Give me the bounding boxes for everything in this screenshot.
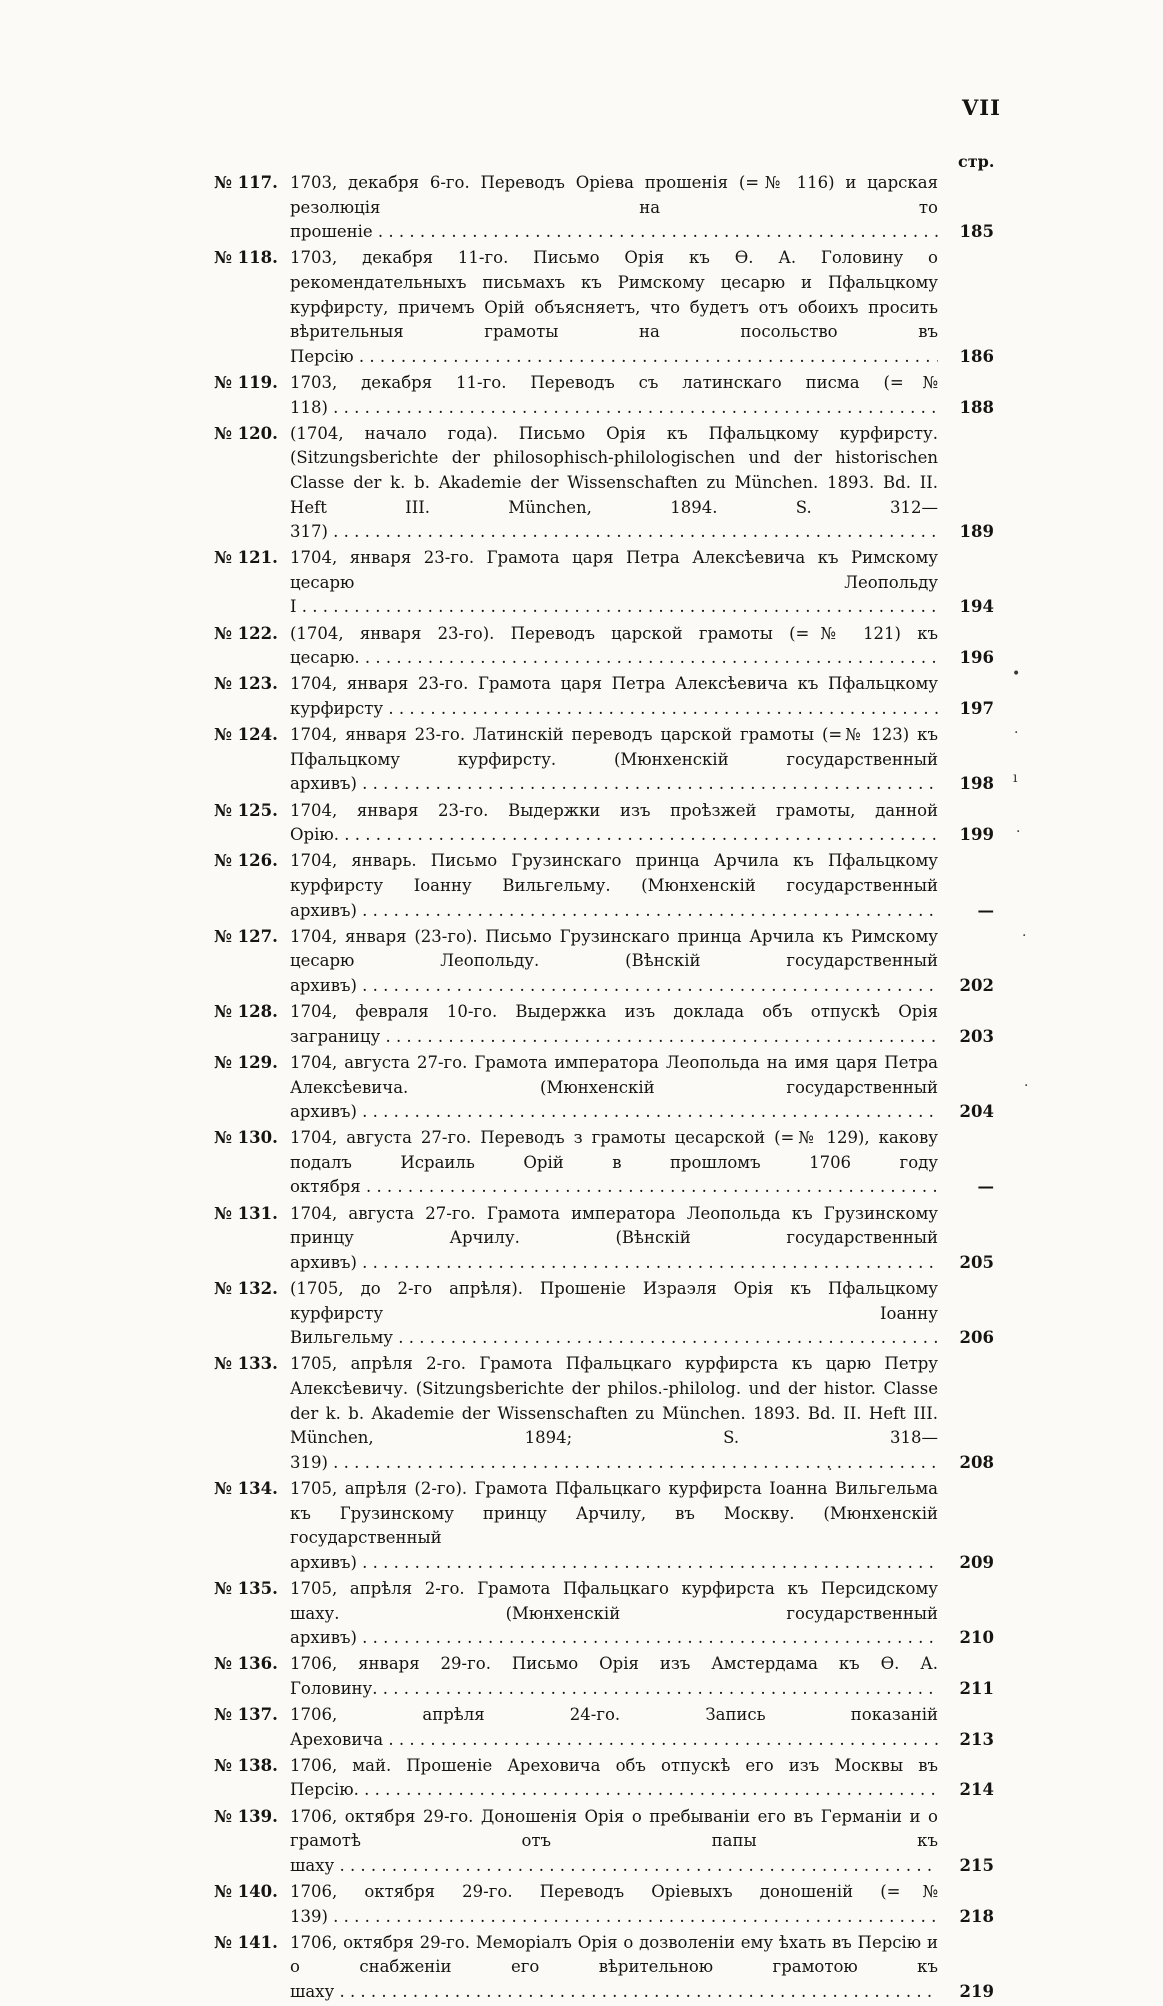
entry-number: № 137.: [214, 1705, 278, 1725]
entry-page-number: —: [938, 899, 994, 924]
entry-description: (1705, до 2-го апрѣля). Прошеніе Израэля Орія къ Пфальцкому курфирсту Іоанну Вильгельму . . .: [290, 1277, 938, 1351]
entry-number: № 141.: [214, 1932, 278, 1952]
entry-page-number: 189: [938, 520, 994, 545]
toc-entry: [214, 925, 1004, 999]
entry-description: 1704, января 23-го. Латинскій переводъ царской грамоты (=№ 123) къ Пфальцкому курфирсту. (Мюнхенскій государственный архивъ) . . .: [290, 723, 938, 797]
entry-page-number: 214: [938, 1778, 994, 1803]
toc-entry: [214, 799, 1004, 848]
entry-description: 1703, декабря 11-го. Переводъ съ латинскаго писма (=№ 118) . . .: [290, 371, 938, 420]
toc-entry: [214, 246, 1004, 369]
margin-speck: •: [1012, 666, 1021, 682]
toc-entry: [214, 849, 1004, 923]
entry-number: № 136.: [214, 1654, 278, 1674]
toc-entry: [214, 1000, 1004, 1049]
margin-speck: ı: [1013, 770, 1018, 786]
toc-entry: [214, 1352, 1004, 1475]
entry-page-number: 203: [938, 1025, 994, 1050]
toc-entry: [214, 723, 1004, 797]
toc-entry: [214, 422, 1004, 545]
entry-description: 1706, октября 29-го. Переводъ Оріевыхъ доношеній (=№ 139) . . .: [290, 1880, 938, 1929]
toc-entry: [214, 1931, 1004, 2005]
entry-number: № 140.: [214, 1882, 278, 1902]
entry-number: № 132.: [214, 1279, 278, 1299]
toc-entry: [214, 371, 1004, 420]
entry-description: 1705, апрѣля 2-го. Грамота Пфальцкаго курфирста къ царю Петру Алексѣевичу. (Sitzungsberichte der philos.-philolog. und der histor. Classe der k. b. Akademie der Wissenschaften zu München. 1893. Bd. II. Heft III. München, 1894; S. 318—319) . . .: [290, 1352, 938, 1475]
entry-description: 1706, октября 29-го. Меморіалъ Орія о дозволеніи ему ѣхать въ Персію и о снабженіи его вѣрительною грамотою къ шаху . . .: [290, 1931, 938, 2005]
entry-page-number: 213: [938, 1728, 994, 1753]
entry-number: № 121.: [214, 548, 278, 568]
entry-number: № 122.: [214, 623, 278, 643]
entry-page-number: 198: [938, 772, 994, 797]
entry-number: № 135.: [214, 1578, 278, 1598]
entry-number: № 117.: [214, 173, 278, 192]
entry-page-number: 202: [938, 974, 994, 999]
table-of-contents: [214, 171, 1004, 2006]
entry-number: № 139.: [214, 1806, 278, 1826]
entry-number: № 131.: [214, 1203, 278, 1223]
entry-description: 1704, января (23-го). Письмо Грузинскаго принца Арчила къ Римскому цесарю Леопольду. (Вѣнскій государственный архивъ) . . .: [290, 925, 938, 999]
entry-number: № 129.: [214, 1052, 278, 1072]
toc-entry: [214, 1805, 1004, 1879]
entry-description: 1704, августа 27-го. Переводъ з грамоты цесарской (=№ 129), какову подалъ Исраиль Орій в прошломъ 1706 году октября . . .: [290, 1126, 938, 1200]
entry-number: № 124.: [214, 725, 278, 745]
toc-entry: [214, 1477, 1004, 1575]
entry-description: 1704, августа 27-го. Грамота императора Леопольда къ Грузинскому принцу Арчилу. (Вѣнскій государственный архивъ) . . .: [290, 1202, 938, 1276]
entry-description: 1704, февраля 10-го. Выдержка изъ доклада объ отпускѣ Орія заграницу . . .: [290, 1000, 938, 1049]
entry-number: № 133.: [214, 1354, 278, 1374]
entry-number: № 120.: [214, 423, 278, 443]
entry-description: 1706, апрѣля 24-го. Запись показаній Ареховича . . .: [290, 1703, 938, 1752]
entry-description: (1704, начало года). Письмо Орія къ Пфальцкому курфирсту. (Sitzungsberichte der philosophisch-philologischen und der historischen Classe der k. b. Akademie der Wissenschaften zu München. 1893. Bd. II. Heft III. München, 1894. S. 312—317) . . .: [290, 422, 938, 545]
entry-page-number: 204: [938, 1100, 994, 1125]
entry-number: № 126.: [214, 851, 278, 871]
margin-speck: ·: [828, 1462, 833, 1478]
entry-page-number: 209: [938, 1551, 994, 1576]
entry-number: № 123.: [214, 674, 278, 694]
toc-entry: [214, 1202, 1004, 1276]
entry-description: (1704, января 23-го). Переводъ царской грамоты (=№ 121) къ цесарю. . . .: [290, 622, 938, 671]
entry-description: 1704, января 23-го. Выдержки изъ проѣзжей грамоты, данной Орію. . . .: [290, 799, 938, 848]
entry-page-number: 185: [938, 220, 994, 245]
margin-speck: ·: [1022, 928, 1027, 944]
entry-description: 1703, декабря 6-го. Переводъ Оріева прошенія (=№ 116) и царская резолюція на то прошеніе . . .: [290, 171, 938, 245]
entry-page-number: 186: [938, 345, 994, 370]
entry-description: 1704, января 23-го. Грамота царя Петра Алексѣевича къ Пфальцкому курфирсту . . .: [290, 672, 938, 721]
entry-page-number: 215: [938, 1854, 994, 1879]
entry-page-number: 206: [938, 1326, 994, 1351]
toc-entry: [214, 1703, 1004, 1752]
entry-page-number: 197: [938, 697, 994, 722]
toc-entry: [214, 1577, 1004, 1651]
entry-page-number: 218: [938, 1905, 994, 1930]
entry-page-number: 211: [938, 1677, 994, 1702]
page-column-header: стр.: [958, 152, 995, 171]
entry-number: № 125.: [214, 800, 278, 820]
entry-number: № 134.: [214, 1478, 278, 1498]
toc-entry: [214, 1126, 1004, 1200]
entry-page-number: 196: [938, 646, 994, 671]
entry-number: № 130.: [214, 1128, 278, 1148]
toc-entry: [214, 1652, 1004, 1701]
entry-number: № 119.: [214, 372, 278, 392]
entry-number: № 127.: [214, 926, 278, 946]
toc-entry: [214, 1880, 1004, 1929]
entry-description: 1705, апрѣля 2-го. Грамота Пфальцкаго курфирста къ Персидскому шаху. (Мюнхенскій государственный архивъ) . . .: [290, 1577, 938, 1651]
toc-entry: [214, 622, 1004, 671]
entry-number: № 118.: [214, 248, 278, 268]
entry-number: № 138.: [214, 1755, 278, 1775]
entry-description: 1706, января 29-го. Письмо Орія изъ Амстердама къ Ѳ. А. Головину. . . .: [290, 1652, 938, 1701]
toc-entry: [214, 1051, 1004, 1125]
toc-entry: [214, 171, 1004, 245]
entry-description: 1706, октября 29-го. Доношенія Орія о пребываніи его въ Германіи и о грамотѣ отъ папы къ шаху . . .: [290, 1805, 938, 1879]
entry-page-number: 208: [938, 1451, 994, 1476]
margin-speck: ·: [1016, 824, 1021, 840]
entry-number: № 128.: [214, 1002, 278, 1022]
entry-description: 1704, январь. Письмо Грузинскаго принца Арчила къ Пфальцкому курфирсту Іоанну Вильгельму. (Мюнхенскій государственный архивъ) . . .: [290, 849, 938, 923]
toc-entry: [214, 546, 1004, 620]
margin-speck: ·: [1024, 1078, 1029, 1094]
entry-description: 1704, января 23-го. Грамота царя Петра Алексѣевича къ Римскому цесарю Леопольду I . . .: [290, 546, 938, 620]
entry-page-number: 210: [938, 1626, 994, 1651]
entry-description: 1703, декабря 11-го. Письмо Орія къ Ѳ. А. Головину о рекомендательныхъ письмахъ къ Римскому цесарю и Пфальцкому курфирсту, причемъ Орій объясняетъ, что будетъ отъ обоихъ просить вѣрительныя грамоты на посольство въ Персію . . .: [290, 246, 938, 369]
entry-page-number: 194: [938, 595, 994, 620]
entry-page-number: 188: [938, 396, 994, 421]
entry-page-number: —: [938, 1175, 994, 1200]
toc-entry: [214, 1754, 1004, 1803]
entry-page-number: 205: [938, 1251, 994, 1276]
entry-description: 1705, апрѣля (2-го). Грамота Пфальцкаго курфирста Іоанна Вильгельма къ Грузинскому принцу Арчилу, въ Москву. (Мюнхенскій государственный архивъ) . . .: [290, 1477, 938, 1575]
entry-description: 1704, августа 27-го. Грамота императора Леопольда на имя царя Петра Алексѣевича. (Мюнхенскій государственный архивъ) . . .: [290, 1051, 938, 1125]
toc-entry: [214, 1277, 1004, 1351]
toc-entry: [214, 672, 1004, 721]
entry-description: 1706, май. Прошеніе Ареховича объ отпускѣ его изъ Москвы въ Персію. . . .: [290, 1754, 938, 1803]
entry-page-number: 199: [938, 823, 994, 848]
page-number: VII: [962, 95, 1001, 120]
margin-speck: ·: [1014, 725, 1019, 741]
entry-page-number: 219: [938, 1980, 994, 2005]
